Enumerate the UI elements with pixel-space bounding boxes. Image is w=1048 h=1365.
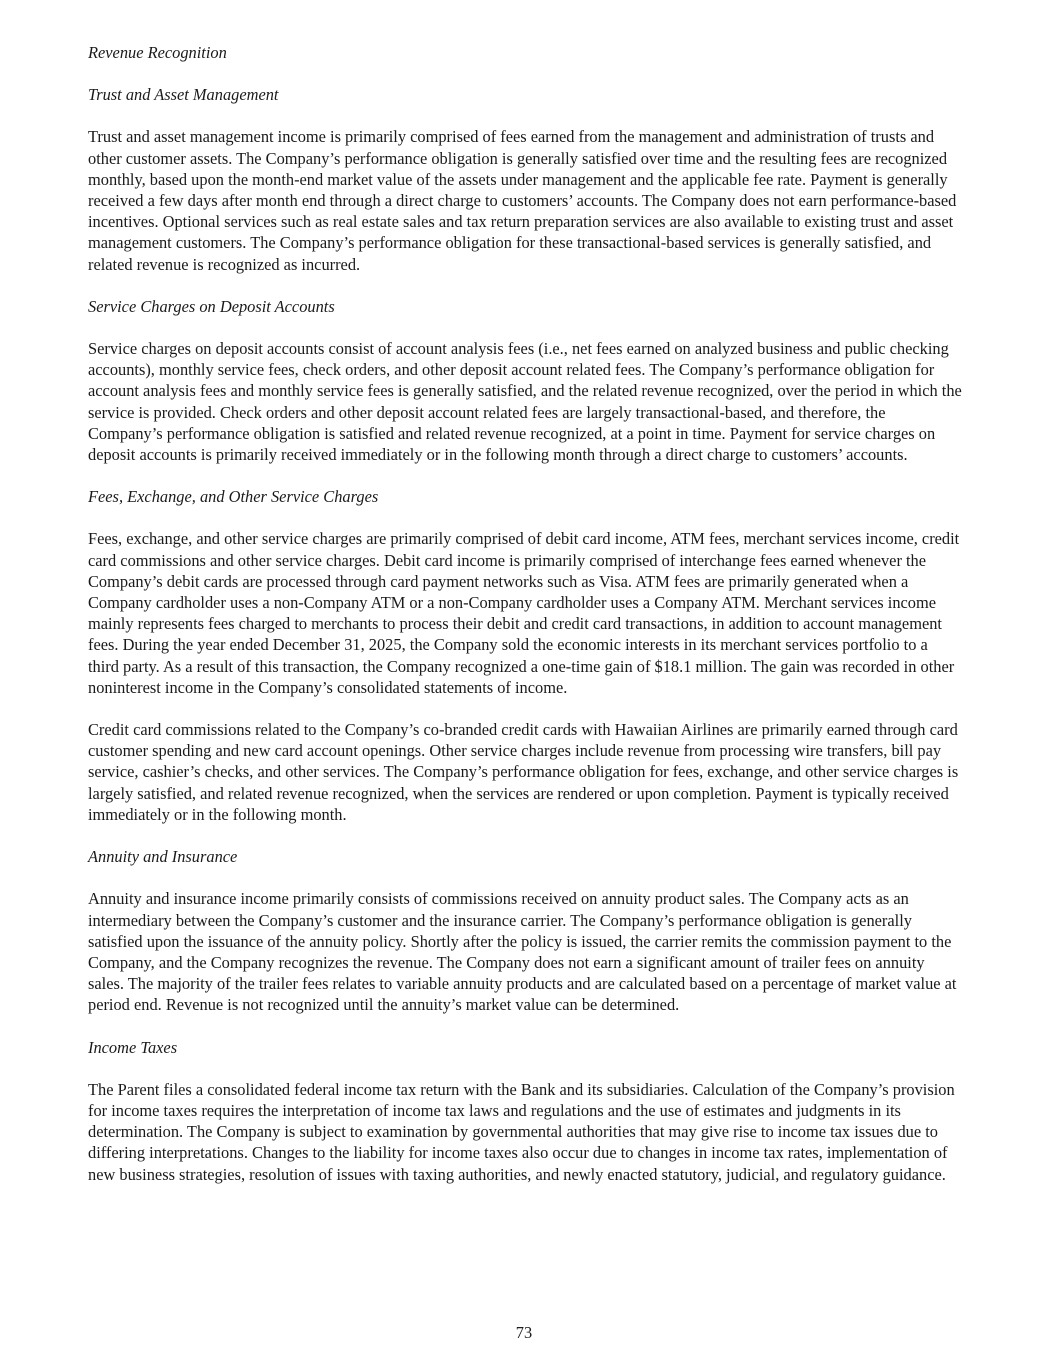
heading-trust-asset-management: Trust and Asset Management (88, 85, 279, 105)
heading-annuity-insurance: Annuity and Insurance (88, 847, 238, 867)
heading-service-charges: Service Charges on Deposit Accounts (88, 296, 335, 316)
document-page (88, 42, 962, 1206)
paragraph-trust-asset-management: Trust and asset management income is primarily comprised of fees earned from the management and administration of trusts and other customer assets. The Company’s performance obligation is generally satisfied over time and the resulting fees are recognized monthly, based upon the month-end market value of the assets under management and the applicable fee rate. Payment is generally received a few days after month end through a direct charge to customers’ accounts. The Company does not earn performance-based incentives. Optional services such as real estate sales and tax return preparation services are also available to existing trust and asset management customers. The Company’s performance obligation for these transactional-based services is generally satisfied, and related revenue is recognized as incurred. (88, 127, 957, 274)
paragraph-fees-exchange-2: Credit card commissions related to the Company’s co-branded credit cards with Hawaiian Airlines are primarily earned through card customer spending and new card account openings. Other service charges include revenue from processing wire transfers, bill pay service, cashier’s checks, and other services. The Company’s performance obligation for fees, exchange, and other service charges is largely satisfied, and related revenue recognized, when the services are rendered or upon completion. Payment is typically received immediately or in the following month. (88, 720, 959, 824)
heading-fees-exchange: Fees, Exchange, and Other Service Charges (88, 487, 379, 507)
heading-revenue-recognition: Revenue Recognition (88, 43, 227, 62)
heading-income-taxes: Income Taxes (88, 1037, 178, 1057)
paragraph-income-taxes: The Parent files a consolidated federal income tax return with the Bank and its subsidiaries. Calculation of the Company’s provision for income taxes requires the interpretation of income tax laws and regulations and the use of estimates and judgments in its determination. The Company is subject to examination by governmental authorities that may give rise to income tax issues due to differing interpretations. Changes to the liability for income taxes also occur due to changes in income tax rates, implementation of new business strategies, resolution of issues with taxing authorities, and newly enacted statutory, judicial, and regulatory guidance. (88, 1079, 955, 1184)
paragraph-fees-exchange-1: Fees, exchange, and other service charges are primarily comprised of debit card income, ATM fees, merchant services income, credit card commissions and other service charges. Debit card income is primarily comprised of interchange fees earned whenever the Company’s debit cards are processed through card payment networks such as Visa. ATM fees are primarily generated when a Company cardholder uses a non-Company ATM or a non-Company cardholder uses a Company ATM. Merchant services income mainly represents fees charged to merchants to process their debit and credit card transactions, in addition to account management fees. During the year ended December 31, 2025, the Company sold the economic interests in its merchant services portfolio to a third party. As a result of this transaction, the Company recognized a one-time gain of $18.1 million. The gain was recorded in other noninterest income in the Company’s consolidated statements of income. (88, 529, 960, 697)
page-number: 73 (515, 1323, 533, 1342)
paragraph-annuity-insurance: Annuity and insurance income primarily consists of commissions received on annuity product sales. The Company acts as an intermediary between the Company’s customer and the insurance carrier. The Company’s performance obligation is generally satisfied upon the issuance of the annuity policy. Shortly after the policy is issued, the carrier remits the commission payment to the Company, and the Company recognizes the revenue. The Company does not earn a significant amount of trailer fees on annuity sales. The majority of the trailer fees relates to variable annuity products and are calculated based on a percentage of market value at period end. Revenue is not recognized until the annuity’s market value can be determined. (88, 889, 957, 1015)
paragraph-service-charges: Service charges on deposit accounts consist of account analysis fees (i.e., net fees earned on analyzed business and public checking accounts), monthly service fees, check orders, and other deposit account related fees. The Company’s performance obligation for account analysis fees and monthly service fees is generally satisfied, and the related revenue recognized, over the period in which the service is provided. Check orders and other deposit account related fees are largely transactional-based, and therefore, the Company’s performance obligation is satisfied and related revenue recognized, at a point in time. Payment for service charges on deposit accounts is primarily received immediately or in the following month through a direct charge to customers’ accounts. (88, 339, 962, 465)
